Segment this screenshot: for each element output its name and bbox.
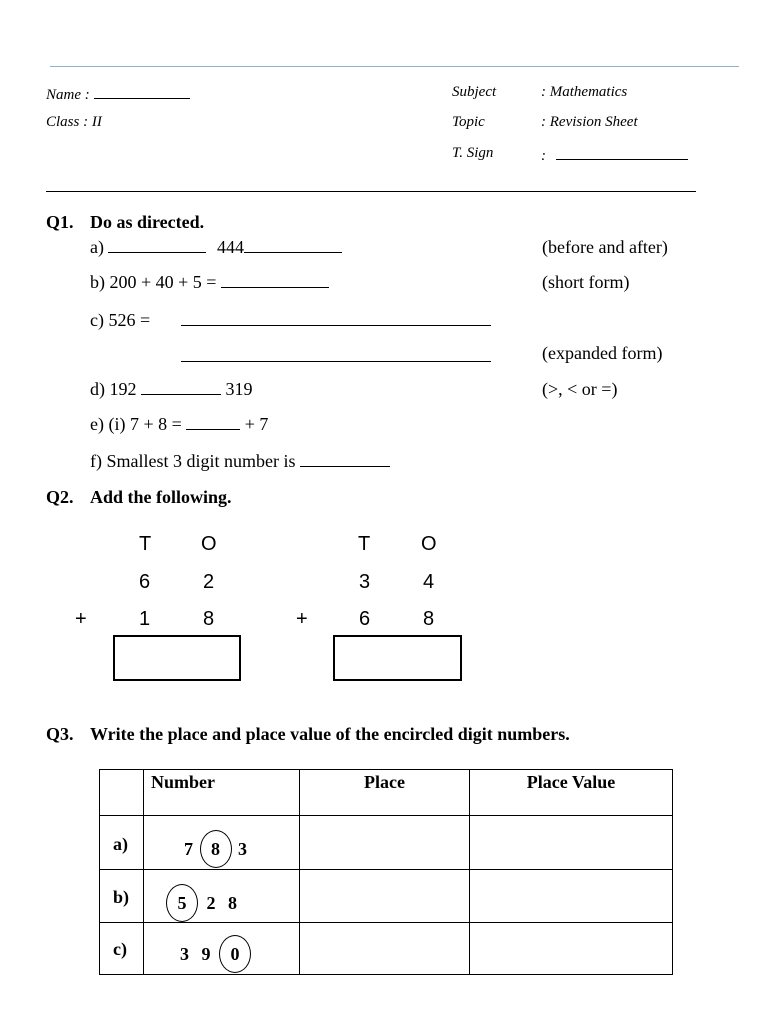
class-label: Class : II [46, 114, 102, 130]
name-label: Name : [46, 87, 90, 103]
subject-value: : Mathematics [541, 84, 628, 100]
name-blank[interactable] [94, 84, 190, 99]
q1-a-before-blank[interactable] [108, 237, 206, 253]
q1-title: Do as directed. [90, 212, 205, 232]
name-field [46, 84, 190, 104]
q1-b-hint: (short form) [542, 272, 630, 292]
row-b-place-value-cell[interactable] [470, 870, 673, 923]
q1-d-pre: d) 192 [90, 379, 137, 399]
q3-number: Q3. [46, 724, 74, 744]
header-place-value: Place Value [470, 770, 673, 816]
q1-item-a [90, 237, 342, 258]
tsign-colon: : [541, 148, 546, 164]
q1-c-blank-2[interactable] [181, 346, 491, 367]
row-b-digit-2: 2 [206, 893, 216, 913]
right-tens-heading: T [358, 533, 371, 555]
q1-d-hint: (>, < or =) [542, 379, 618, 399]
left-tens-heading: T [139, 533, 152, 555]
header-number: Number [144, 770, 300, 816]
q1-e-blank[interactable] [186, 414, 240, 430]
subject-label: Subject [452, 84, 497, 100]
row-c-digit-3-circled: 0 [219, 935, 251, 973]
right-r1-tens: 3 [359, 571, 371, 593]
q1-d-post: 319 [225, 379, 253, 399]
table-row [100, 870, 673, 923]
row-a-place-cell[interactable] [300, 816, 470, 870]
table-row [100, 816, 673, 870]
row-c-number [144, 923, 300, 975]
row-c-digit-1: 3 [180, 944, 189, 964]
tsign-blank[interactable] [556, 145, 688, 160]
right-r1-ones: 4 [423, 571, 435, 593]
q1-c-hint: (expanded form) [542, 343, 663, 363]
left-r1-ones: 2 [203, 571, 215, 593]
row-b-digit-3: 8 [228, 893, 237, 913]
row-a-place-value-cell[interactable] [470, 816, 673, 870]
tsign-label: T. Sign [452, 145, 494, 161]
row-a-digit-3: 3 [238, 839, 247, 859]
left-r1-tens: 6 [139, 571, 151, 593]
left-ones-heading: O [201, 533, 217, 555]
row-a-digit-2-circled: 8 [200, 830, 232, 868]
row-c-label: c) [100, 923, 144, 975]
q2-title: Add the following. [90, 487, 232, 507]
q1-b-text: b) 200 + 40 + 5 = [90, 272, 217, 292]
q1-f-blank[interactable] [300, 451, 390, 467]
q1-f-text: f) Smallest 3 digit number is [90, 451, 296, 471]
right-answer-box[interactable] [333, 635, 462, 681]
row-b-label: b) [100, 870, 144, 923]
header-divider [46, 191, 696, 192]
topic-value: : Revision Sheet [541, 114, 638, 130]
q1-c-text: c) 526 = [90, 310, 151, 330]
q1-item-b [90, 272, 329, 293]
q1-item-f [90, 451, 390, 472]
q1-number: Q1. [46, 212, 74, 232]
right-plus-sign: + [296, 608, 308, 630]
top-rule [50, 66, 739, 67]
header-blank-cell [100, 770, 144, 816]
q1-e-post: + 7 [244, 414, 269, 434]
tsign-field [541, 145, 688, 165]
right-ones-heading: O [421, 533, 437, 555]
q1-c-blank-1[interactable] [181, 310, 491, 331]
table-header-row [100, 770, 673, 816]
right-r2-ones: 8 [423, 608, 435, 630]
q1-a-number: 444 [216, 237, 244, 257]
right-r2-tens: 6 [359, 608, 371, 630]
row-b-place-cell[interactable] [300, 870, 470, 923]
left-r2-tens: 1 [139, 608, 151, 630]
row-b-number [144, 870, 300, 923]
row-c-digit-2: 9 [201, 944, 211, 964]
header-place: Place [300, 770, 470, 816]
row-b-digit-1-circled: 5 [166, 884, 198, 922]
q1-d-blank[interactable] [141, 379, 221, 395]
q3-title: Write the place and place value of the encircled digit numbers. [90, 724, 570, 744]
q2-number: Q2. [46, 487, 74, 507]
q1-a-label: a) [90, 237, 104, 257]
q1-item-d [90, 379, 253, 400]
topic-label: Topic [452, 114, 485, 130]
q1-item-e [90, 414, 268, 435]
place-value-table [99, 769, 673, 975]
row-a-label: a) [100, 816, 144, 870]
row-a-number [144, 816, 300, 870]
row-c-place-value-cell[interactable] [470, 923, 673, 975]
q1-e-pre: e) (i) 7 + 8 = [90, 414, 182, 434]
left-plus-sign: + [75, 608, 87, 630]
left-answer-box[interactable] [113, 635, 241, 681]
q1-b-blank[interactable] [221, 272, 329, 288]
q1-a-after-blank[interactable] [244, 237, 342, 253]
table-row [100, 923, 673, 975]
row-c-place-cell[interactable] [300, 923, 470, 975]
row-a-digit-1: 7 [184, 839, 193, 859]
q1-a-hint: (before and after) [542, 237, 668, 257]
left-r2-ones: 8 [203, 608, 215, 630]
